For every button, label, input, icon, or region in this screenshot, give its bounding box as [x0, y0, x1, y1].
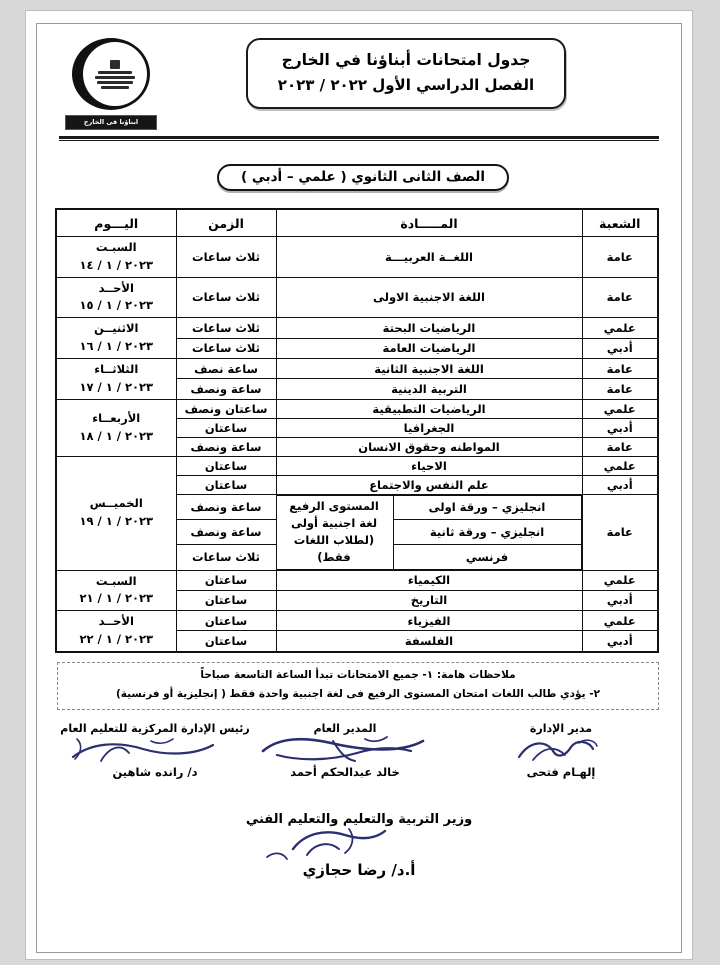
- signature-role: المدير العام: [313, 722, 377, 736]
- document-header: [37, 24, 681, 144]
- minister-name: أ.د/ رضا حجازي: [302, 861, 416, 880]
- document-title-box: [246, 38, 566, 109]
- cell-section: علمي: [582, 611, 658, 631]
- day-name: الخميــس: [89, 496, 143, 511]
- language-row: [275, 495, 581, 520]
- signature-mark: [461, 735, 661, 765]
- table-row: [56, 611, 658, 631]
- grade-banner: الصف الثانى الثانوي ( علمي – أدبي ): [217, 164, 509, 191]
- cell-subject: الرياضيات العامة: [276, 338, 582, 358]
- cell-subject: التاريخ: [276, 590, 582, 610]
- document-title: جدول امتحانات أبناؤنا في الخارج: [281, 51, 531, 69]
- day-date: ٢٠٢٣ / ١ / ١٧: [79, 379, 154, 394]
- day-date: ٢٠٢٣ / ١ / ١٨: [79, 428, 154, 443]
- day-name: الاثنيــن: [94, 321, 139, 336]
- document-page: [25, 10, 693, 960]
- cell-subject: اللغة الاجنبية الاولى: [276, 277, 582, 318]
- cell-language-block: [276, 494, 582, 570]
- cell-time: ساعتان: [176, 631, 276, 652]
- signature-name: د/ رانده شاهين: [112, 765, 198, 780]
- cell-section: عامة: [582, 277, 658, 318]
- day-name: الأحــد: [98, 280, 134, 295]
- minister-block: [37, 812, 681, 879]
- cell-section: عامة: [582, 379, 658, 399]
- cell-language-paper: فرنسي: [393, 544, 581, 569]
- cell-time: ساعتان: [176, 590, 276, 610]
- table-row: [56, 358, 658, 378]
- day-date: ٢٠٢٣ / ١ / ٢١: [79, 591, 154, 606]
- note-line-2: ٢- يؤدي طالب اللغات امتحان المستوى الرفيع فى لغة اجنبية واحدة فقط ( إنجليزية أو فرنسية): [115, 687, 600, 700]
- cell-time: ساعة ونصف: [176, 437, 276, 456]
- cell-section: أدبي: [582, 418, 658, 437]
- grade-banner-row: [37, 162, 681, 202]
- logo-banner-label: ابناؤنا فى الخارج: [65, 115, 157, 130]
- cell-day: [56, 456, 176, 570]
- ministry-logo: [65, 38, 157, 134]
- signature-role: رئيس الإدارة المركزية للتعليم العام: [60, 722, 250, 736]
- cell-day: [56, 358, 176, 399]
- cell-section: أدبي: [582, 338, 658, 358]
- cell-time: ساعتان: [176, 570, 276, 590]
- signature-name: خالد عبدالحكم أحمد: [290, 765, 400, 780]
- cell-subject: الجغرافيا: [276, 418, 582, 437]
- table-row: [56, 399, 658, 418]
- cell-section: عامة: [582, 494, 658, 570]
- signature-name: إلهـام فتحى: [526, 765, 596, 780]
- cell-section: أدبي: [582, 631, 658, 652]
- signature-block-central-head: [55, 722, 255, 779]
- cell-time: ثلاث ساعات: [176, 237, 276, 278]
- cell-language-paper: انجليزي – ورقة ثانية: [393, 520, 581, 545]
- cell-subject: الفيزياء: [276, 611, 582, 631]
- day-name: الثلاثــاء: [94, 361, 139, 376]
- cell-level-label: المستوى الرفيع لغة اجنبية أولى (لطلاب اللغات فقط): [275, 495, 393, 569]
- signature-block-general-director: [245, 722, 445, 779]
- schedule-table: [55, 208, 659, 653]
- cell-day: [56, 570, 176, 611]
- cell-time: ساعة ونصف: [176, 519, 276, 544]
- note-line-1: ملاحظات هامة: ١- جميع الامتحانات تبدأ الساعة التاسعة صباحاً: [200, 668, 516, 681]
- day-name: الأربعــاء: [92, 410, 141, 425]
- cell-time: ساعة ونصف: [176, 494, 276, 519]
- cell-subject: الرياضيات البحتة: [276, 318, 582, 338]
- day-date: ٢٠٢٣ / ١ / ١٩: [79, 514, 154, 528]
- cell-subject: الفلسفة: [276, 631, 582, 652]
- table-row: [56, 318, 658, 338]
- signature-row: [59, 722, 657, 792]
- cell-time: ساعتان: [176, 418, 276, 437]
- day-name: السبـت: [95, 240, 137, 254]
- cell-section: علمي: [582, 318, 658, 338]
- crescent-emblem-icon: [69, 38, 153, 112]
- cell-time: ثلاث ساعات: [176, 338, 276, 358]
- language-subtable: [275, 495, 582, 570]
- cell-subject: الاحياء: [276, 456, 582, 475]
- cell-day: [56, 237, 176, 278]
- schedule-table-wrap: [57, 208, 659, 653]
- day-date: ٢٠٢٣ / ١ / ١٤: [79, 257, 154, 272]
- cell-time: ساعة نصف: [176, 358, 276, 378]
- signature-block-director: [461, 722, 661, 779]
- cell-section: أدبي: [582, 475, 658, 494]
- cell-language-paper: انجليزي – ورقة اولى: [393, 495, 581, 520]
- minister-signature-mark: [37, 827, 681, 861]
- day-date: ٢٠٢٣ / ١ / ٢٢: [79, 631, 154, 646]
- day-name: السبـت: [95, 573, 137, 588]
- cell-section: علمي: [582, 570, 658, 590]
- cell-section: أدبي: [582, 590, 658, 610]
- cell-subject: الرياضيات التطبيقية: [276, 399, 582, 418]
- cell-day: [56, 399, 176, 456]
- table-row: [56, 277, 658, 318]
- signature-role: مدير الإدارة: [529, 722, 593, 736]
- column-header-subject: المـــــادة: [276, 209, 582, 237]
- cell-day: [56, 611, 176, 652]
- cell-time: ساعتان: [176, 475, 276, 494]
- cell-section: علمي: [582, 456, 658, 475]
- important-notes: [57, 662, 659, 711]
- cell-section: عامة: [582, 358, 658, 378]
- column-header-day: اليـــوم: [56, 209, 176, 237]
- cell-time: ثلاث ساعات: [176, 545, 276, 570]
- day-date: ٢٠٢٣ / ١ / ١٦: [79, 339, 154, 354]
- cell-time: ساعة ونصف: [176, 379, 276, 399]
- cell-time: ساعتان: [176, 456, 276, 475]
- cell-time: ثلاث ساعات: [176, 277, 276, 318]
- day-name: الأحــد: [98, 614, 134, 629]
- table-row: [56, 570, 658, 590]
- cell-time: ساعتان ونصف: [176, 399, 276, 418]
- signature-mark: [245, 735, 445, 765]
- document-sheet: [36, 23, 682, 953]
- cell-time: ثلاث ساعات: [176, 318, 276, 338]
- document-subtitle: الفصل الدراسي الأول ٢٠٢٢ / ٢٠٢٣: [277, 76, 535, 95]
- cell-subject: الكيمياء: [276, 570, 582, 590]
- cell-section: عامة: [582, 237, 658, 278]
- cell-subject: التربية الدينية: [276, 379, 582, 399]
- cell-subject: علم النفس والاجتماع: [276, 475, 582, 494]
- table-row: [56, 237, 658, 278]
- column-header-section: الشعبة: [582, 209, 658, 237]
- day-date: ٢٠٢٣ / ١ / ١٥: [79, 298, 154, 313]
- cell-section: علمي: [582, 399, 658, 418]
- column-header-time: الزمن: [176, 209, 276, 237]
- cell-subject: اللغة الاجنبية الثانية: [276, 358, 582, 378]
- cell-day: [56, 318, 176, 359]
- cell-subject: المواطنه وحقوق الانسان: [276, 437, 582, 456]
- cell-subject: اللغــة العربيـــة: [276, 237, 582, 278]
- header-divider: [59, 136, 659, 141]
- signature-mark: [55, 735, 255, 765]
- table-row: [56, 456, 658, 475]
- table-header-row: [56, 209, 658, 237]
- cell-section: عامة: [582, 437, 658, 456]
- cell-time: ساعتان: [176, 611, 276, 631]
- minister-role: وزير التربية والتعليم والتعليم الفني: [245, 812, 473, 828]
- cell-day: [56, 277, 176, 318]
